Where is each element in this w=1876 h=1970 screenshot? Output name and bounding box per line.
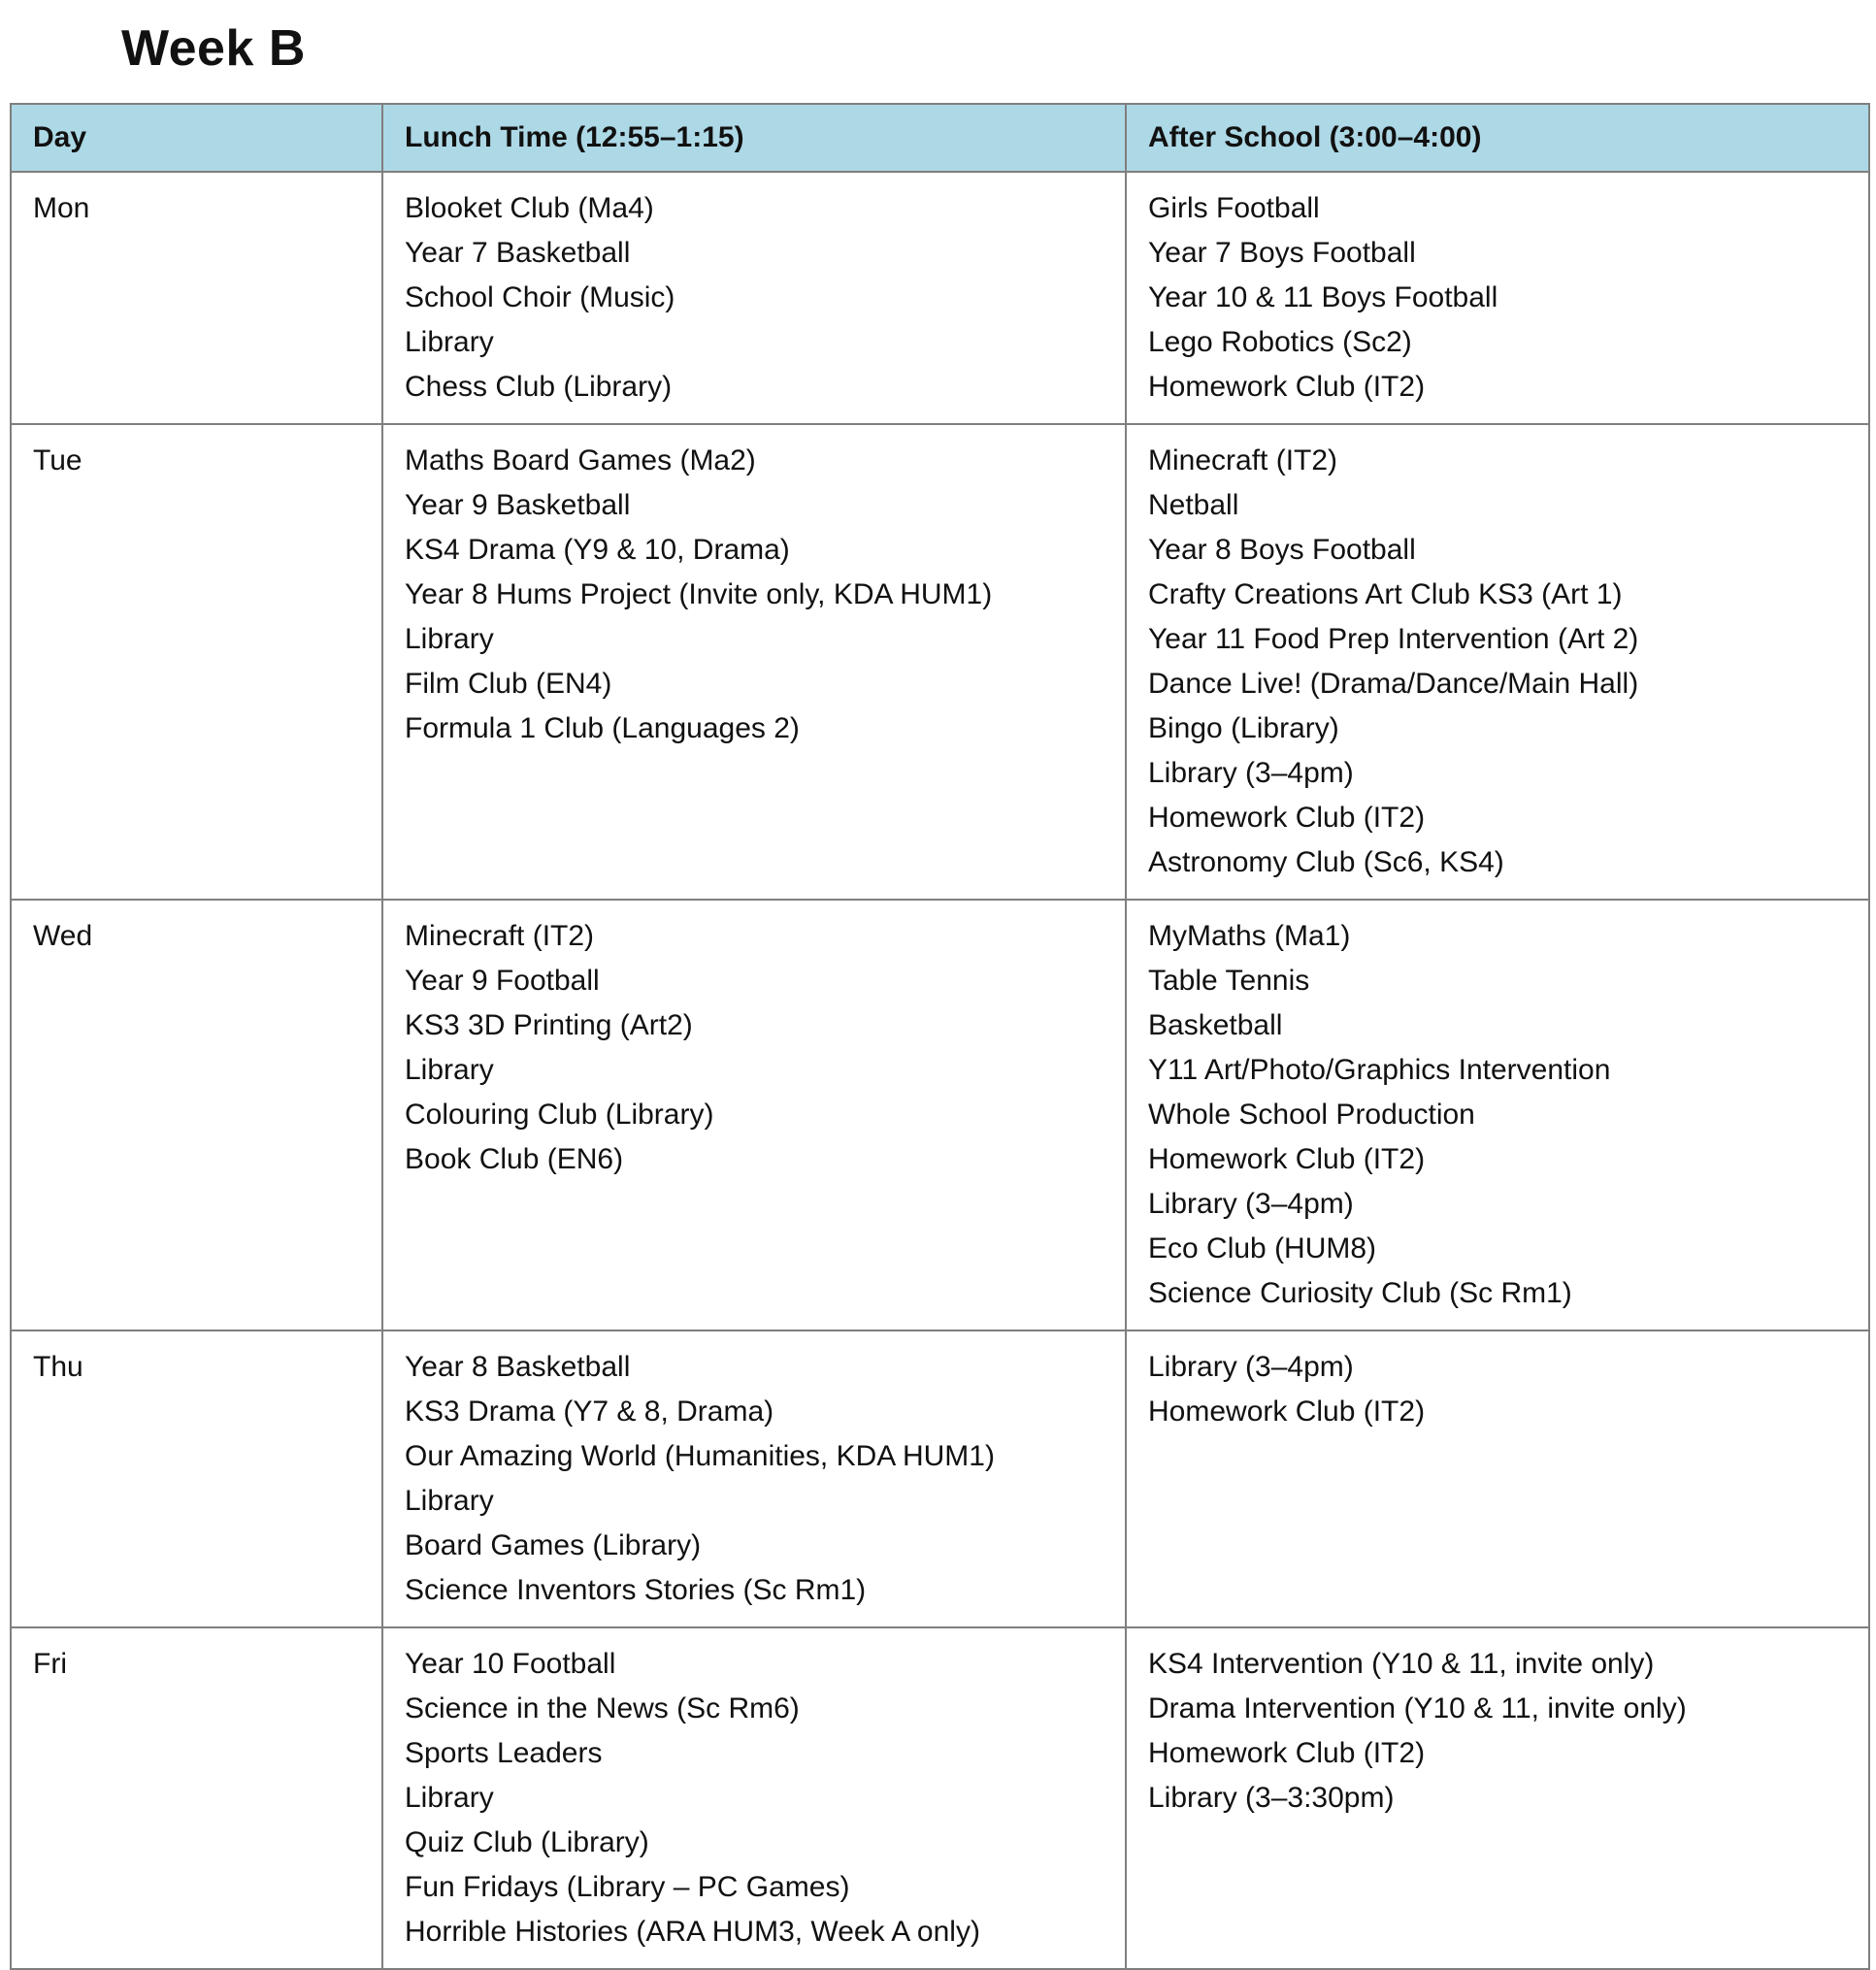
activity-item: MyMaths (Ma1) xyxy=(1148,920,1351,952)
after-school-cell xyxy=(1126,1330,1869,1627)
activity-item: Library (3–4pm) xyxy=(1148,1188,1354,1220)
after-school-cell xyxy=(1126,424,1869,900)
activity-item: KS4 Intervention (Y10 & 11, invite only) xyxy=(1148,1648,1655,1680)
activity-item: Year 11 Food Prep Intervention (Art 2) xyxy=(1148,623,1639,655)
activity-item: Chess Club (Library) xyxy=(405,371,673,403)
activity-item: Dance Live! (Drama/Dance/Main Hall) xyxy=(1148,668,1639,700)
header-row xyxy=(11,104,1869,172)
activity-item: Minecraft (IT2) xyxy=(1148,444,1338,476)
activity-item: Formula 1 Club (Languages 2) xyxy=(405,712,800,744)
activity-item: Table Tennis xyxy=(1148,965,1310,997)
activity-item: Homework Club (IT2) xyxy=(1148,371,1426,403)
day-cell xyxy=(11,1627,382,1969)
day-label: Mon xyxy=(33,192,90,224)
activity-item: Quiz Club (Library) xyxy=(405,1826,649,1858)
activity-item: Minecraft (IT2) xyxy=(405,920,595,952)
activity-item: Science in the News (Sc Rm6) xyxy=(405,1692,800,1724)
activity-item: Blooket Club (Ma4) xyxy=(405,192,654,224)
day-label: Tue xyxy=(33,444,82,476)
table-row-thu xyxy=(11,1330,1869,1627)
activity-item: Homework Club (IT2) xyxy=(1148,1737,1426,1769)
activity-item: Horrible Histories (ARA HUM3, Week A only) xyxy=(405,1916,980,1948)
activity-item: Book Club (EN6) xyxy=(405,1143,624,1175)
activity-item: Library xyxy=(405,1485,494,1517)
activity-item: Astronomy Club (Sc6, KS4) xyxy=(1148,846,1504,878)
header-after-school: After School (3:00–4:00) xyxy=(1126,104,1869,172)
activity-item: Homework Club (IT2) xyxy=(1148,1395,1426,1428)
activity-item: Library xyxy=(405,326,494,358)
lunch-cell xyxy=(382,1627,1126,1969)
activity-item: Year 9 Basketball xyxy=(405,489,631,521)
activity-item: Film Club (EN4) xyxy=(405,668,612,700)
header-day: Day xyxy=(11,104,382,172)
day-cell xyxy=(11,1330,382,1627)
table-body xyxy=(11,172,1869,1969)
activity-item: Year 7 Basketball xyxy=(405,237,631,269)
activity-item: Library xyxy=(405,623,494,655)
header-lunch-time: Lunch Time (12:55–1:15) xyxy=(382,104,1126,172)
table-row-fri xyxy=(11,1627,1869,1969)
activity-item: Whole School Production xyxy=(1148,1099,1475,1131)
activity-item: Library (3–3:30pm) xyxy=(1148,1782,1395,1814)
day-cell xyxy=(11,424,382,900)
day-cell xyxy=(11,900,382,1330)
activity-item: Science Curiosity Club (Sc Rm1) xyxy=(1148,1277,1572,1309)
activity-item: Homework Club (IT2) xyxy=(1148,802,1426,834)
table-row-tue xyxy=(11,424,1869,900)
activity-item: Library (3–4pm) xyxy=(1148,757,1354,789)
activity-item: Year 10 Football xyxy=(405,1648,616,1680)
activity-item: Year 8 Hums Project (Invite only, KDA HUM1) xyxy=(405,578,993,610)
activity-item: Girls Football xyxy=(1148,192,1320,224)
activity-item: Year 8 Boys Football xyxy=(1148,534,1416,566)
activity-item: Maths Board Games (Ma2) xyxy=(405,444,756,476)
page-title: Week B xyxy=(121,20,306,77)
activity-item: Y11 Art/Photo/Graphics Intervention xyxy=(1148,1054,1611,1086)
activity-item: Library xyxy=(405,1054,494,1086)
after-school-cell xyxy=(1126,1627,1869,1969)
activity-item: Colouring Club (Library) xyxy=(405,1099,714,1131)
activity-item: Lego Robotics (Sc2) xyxy=(1148,326,1412,358)
lunch-cell xyxy=(382,900,1126,1330)
activity-item: Netball xyxy=(1148,489,1239,521)
activity-item: School Choir (Music) xyxy=(405,281,675,313)
lunch-cell xyxy=(382,424,1126,900)
table-row-mon xyxy=(11,172,1869,424)
activity-item: KS3 3D Printing (Art2) xyxy=(405,1009,693,1041)
activity-item: Year 8 Basketball xyxy=(405,1351,631,1383)
after-school-cell xyxy=(1126,900,1869,1330)
activity-item: Basketball xyxy=(1148,1009,1283,1041)
activity-item: Board Games (Library) xyxy=(405,1529,702,1561)
activity-item: Year 10 & 11 Boys Football xyxy=(1148,281,1498,313)
lunch-cell xyxy=(382,172,1126,424)
day-label: Thu xyxy=(33,1351,83,1383)
activity-item: Science Inventors Stories (Sc Rm1) xyxy=(405,1574,867,1606)
lunch-cell xyxy=(382,1330,1126,1627)
day-label: Wed xyxy=(33,920,93,952)
schedule-table xyxy=(10,103,1870,1970)
table-header xyxy=(11,104,1869,172)
activity-item: Eco Club (HUM8) xyxy=(1148,1232,1377,1264)
after-school-cell xyxy=(1126,172,1869,424)
activity-item: Bingo (Library) xyxy=(1148,712,1339,744)
day-cell xyxy=(11,172,382,424)
activity-item: KS3 Drama (Y7 & 8, Drama) xyxy=(405,1395,774,1428)
activity-item: Library (3–4pm) xyxy=(1148,1351,1354,1383)
table-row-wed xyxy=(11,900,1869,1330)
activity-item: Sports Leaders xyxy=(405,1737,603,1769)
activity-item: Library xyxy=(405,1782,494,1814)
activity-item: KS4 Drama (Y9 & 10, Drama) xyxy=(405,534,790,566)
activity-item: Fun Fridays (Library – PC Games) xyxy=(405,1871,850,1903)
activity-item: Drama Intervention (Y10 & 11, invite only) xyxy=(1148,1692,1687,1724)
activity-item: Crafty Creations Art Club KS3 (Art 1) xyxy=(1148,578,1623,610)
activity-item: Our Amazing World (Humanities, KDA HUM1) xyxy=(405,1440,995,1472)
activity-item: Homework Club (IT2) xyxy=(1148,1143,1426,1175)
day-label: Fri xyxy=(33,1648,67,1680)
activity-item: Year 9 Football xyxy=(405,965,600,997)
activity-item: Year 7 Boys Football xyxy=(1148,237,1416,269)
